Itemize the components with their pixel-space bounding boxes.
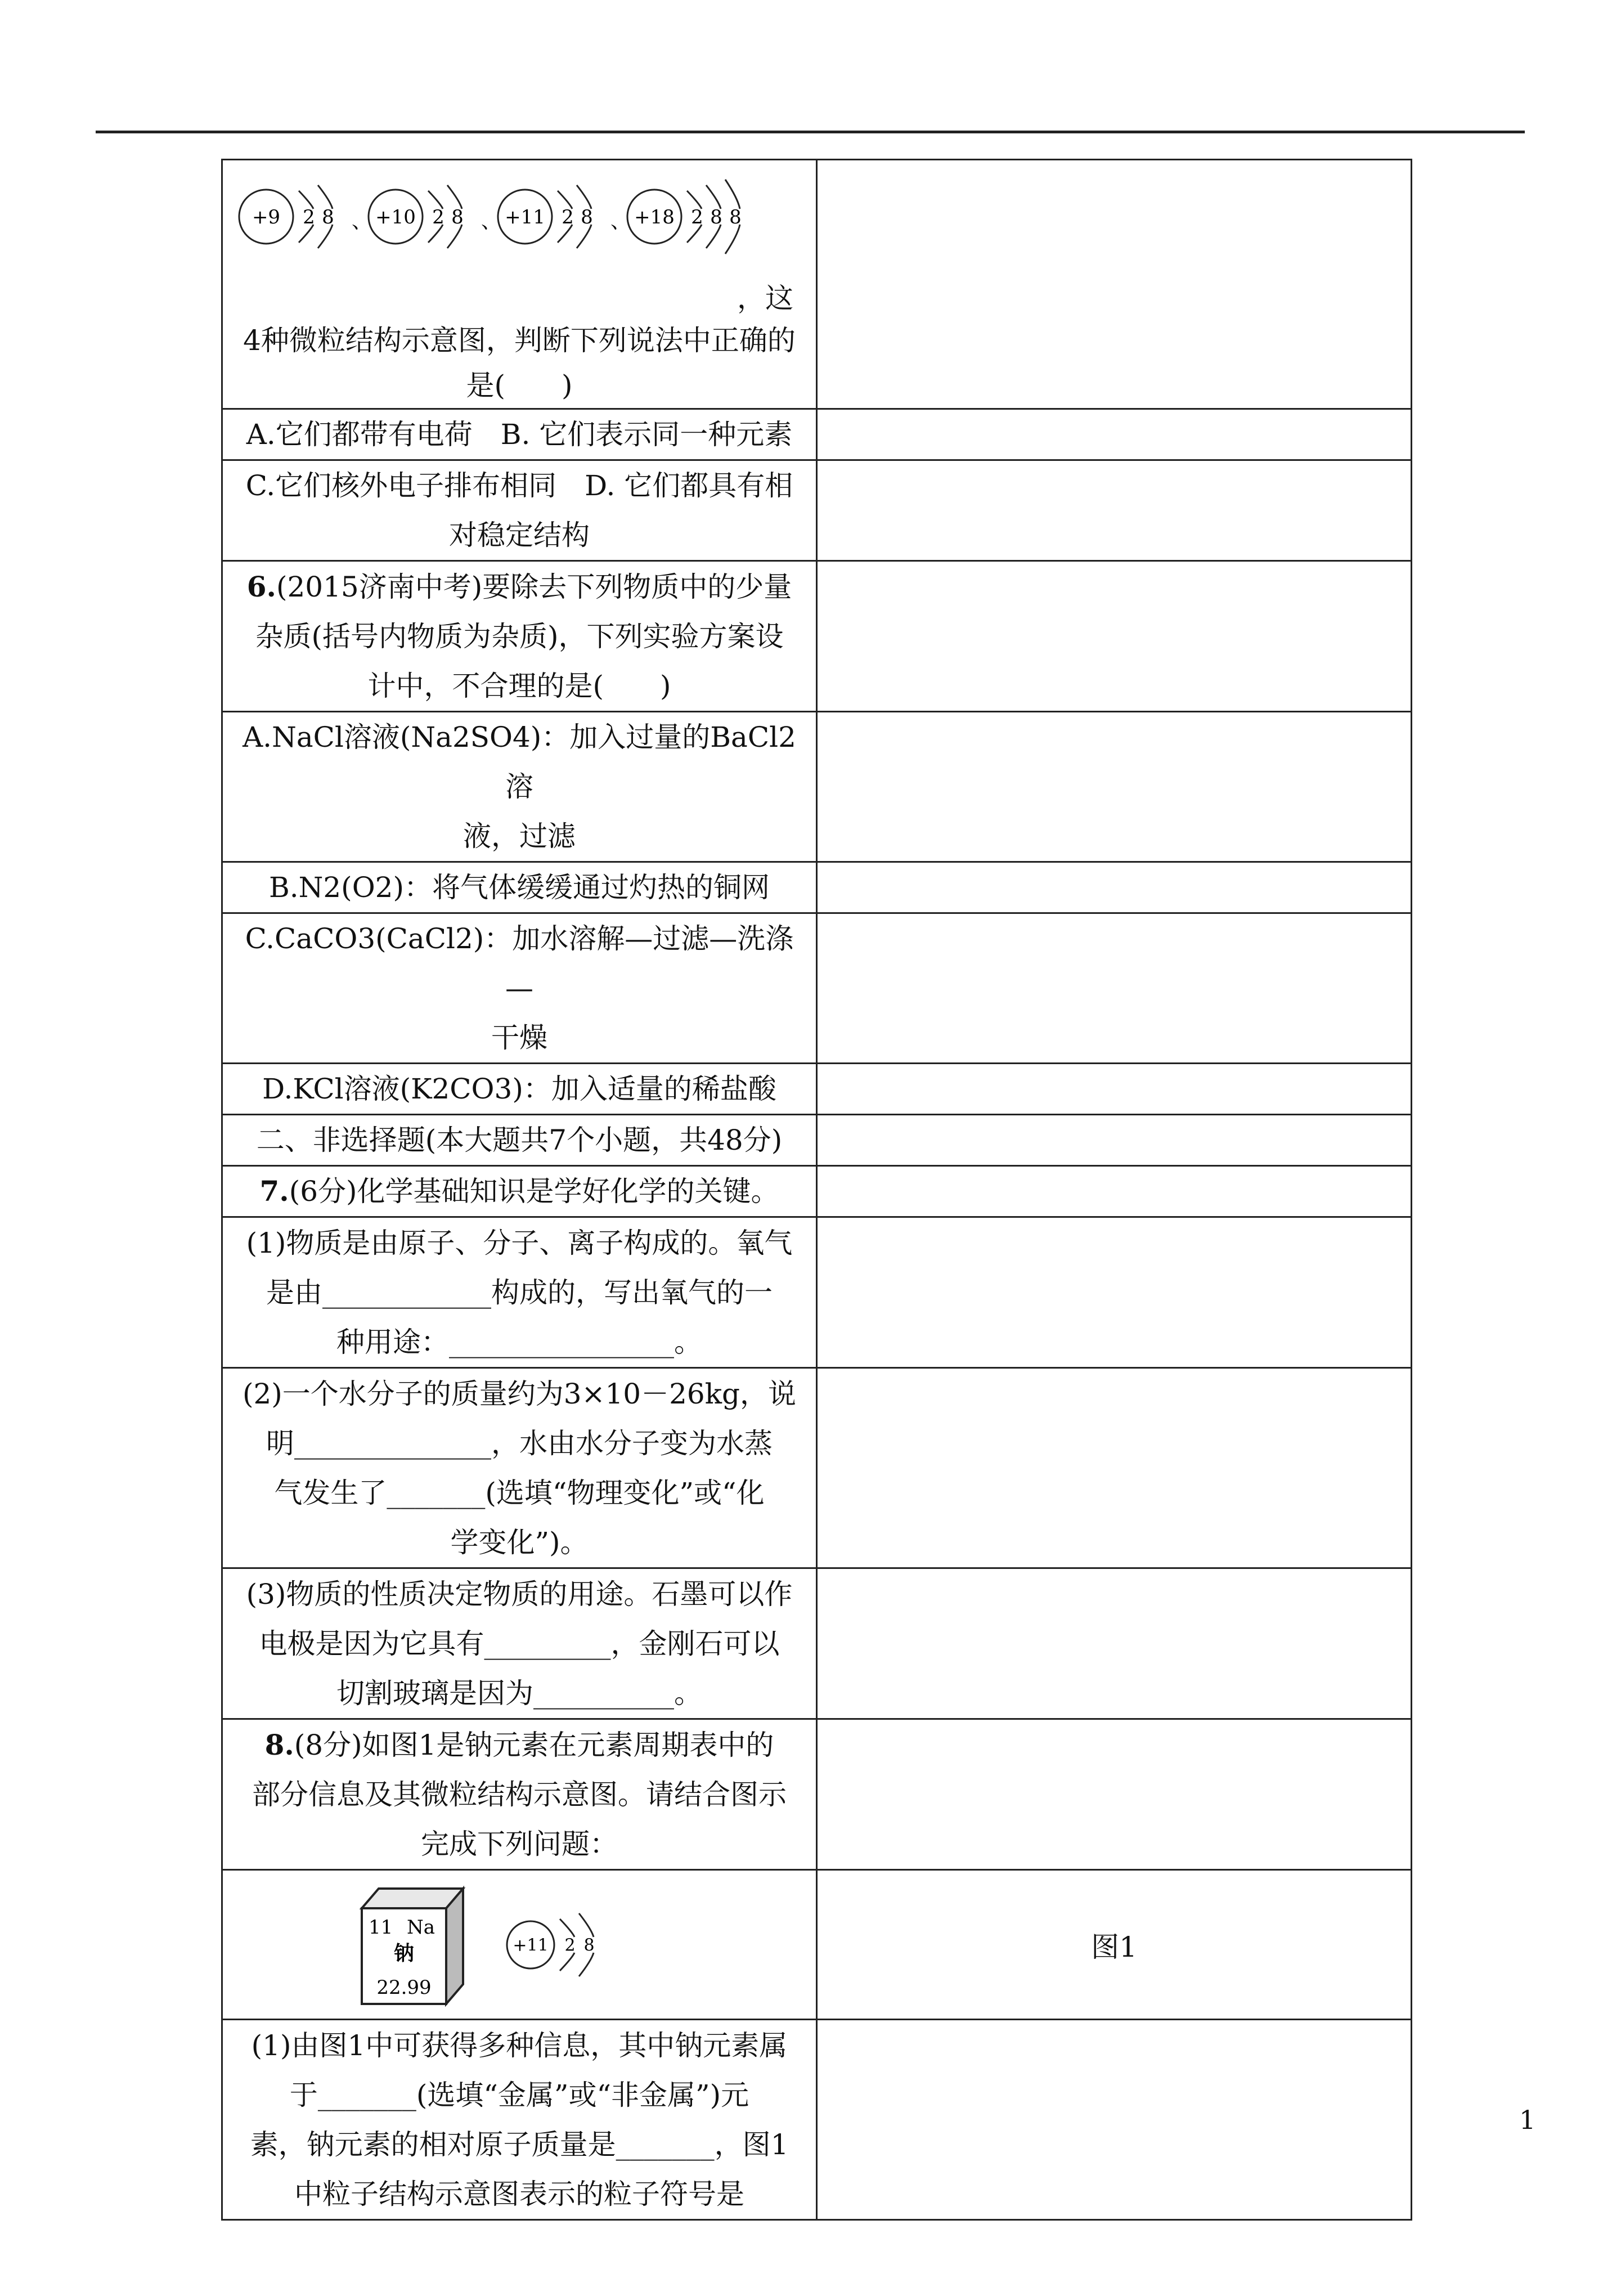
question-text-line bbox=[223, 562, 816, 612]
electron-shell-arc bbox=[579, 1913, 594, 1937]
shell-electron-count: 2 bbox=[691, 205, 703, 228]
question-text-line: 素，钠元素的相对原子质量是_______，图1 bbox=[250, 2128, 789, 2161]
table-row bbox=[222, 1719, 1412, 1870]
answer-cell bbox=[817, 460, 1412, 561]
question-number: 8. bbox=[264, 1728, 294, 1761]
table-row bbox=[222, 160, 1412, 409]
page-number: 1 bbox=[1519, 2105, 1536, 2135]
electron-shell-arc bbox=[706, 185, 721, 209]
answer-cell bbox=[817, 862, 1412, 913]
answer-cell bbox=[817, 160, 1412, 409]
question-text: (8分)如图1是钠元素在元素周期表中的 bbox=[294, 1728, 774, 1761]
nucleus-charge: +11 bbox=[513, 1935, 549, 1955]
shell-electron-count: 8 bbox=[451, 205, 464, 228]
option-text: B.N2(O2)：将气体缓缓通过灼热的铜网 bbox=[268, 871, 770, 904]
electron-shell-arc bbox=[725, 225, 740, 254]
nucleus-charge: +18 bbox=[634, 205, 675, 228]
option-text: D.KCl溶液(K2CO3)：加入适量的稀盐酸 bbox=[262, 1073, 776, 1105]
question-text-line: (1)物质是由原子、分子、离子构成的。氧气 bbox=[246, 1226, 793, 1259]
shell-electron-count: 2 bbox=[303, 205, 315, 228]
question-text-line: (2)一个水分子的质量约为3×10－26kg，说 bbox=[242, 1377, 797, 1410]
table-row bbox=[222, 1115, 1412, 1166]
shell-electron-count: 8 bbox=[583, 1935, 595, 1955]
question-text-line: 切割玻璃是因为__________。 bbox=[336, 1676, 702, 1710]
answer-cell bbox=[817, 1064, 1412, 1115]
question-text: (2015济南中考)要除去下列物质中的少量 bbox=[276, 570, 792, 603]
shell-electron-count: 2 bbox=[562, 205, 574, 228]
question-cell bbox=[222, 1217, 817, 1368]
question-text-line: (3)物质的性质决定物质的用途。石墨可以作 bbox=[246, 1577, 793, 1611]
question-number: 7. bbox=[259, 1174, 289, 1208]
table-row bbox=[222, 712, 1412, 862]
element-symbol: Na bbox=[407, 1916, 435, 1939]
atomic-mass: 22.99 bbox=[376, 1976, 432, 1999]
table-row bbox=[222, 1217, 1412, 1368]
option-text: C.CaCO3(CaCl2)：加水溶解—过滤—洗涤— bbox=[245, 922, 794, 1004]
question-text-line: 学变化”)。 bbox=[450, 1526, 589, 1559]
question-cell bbox=[222, 561, 817, 712]
answer-cell bbox=[817, 1719, 1412, 1870]
section-heading-cell bbox=[222, 1115, 817, 1166]
question-text-line: 计中，不合理的是( ) bbox=[367, 669, 671, 702]
answer-cell bbox=[817, 561, 1412, 712]
question-text-line: 是由____________构成的，写出氧气的一 bbox=[266, 1276, 773, 1309]
periodic-table-card bbox=[362, 1889, 463, 2004]
question-text-line: ，这 bbox=[737, 282, 793, 315]
shell-electron-count: 8 bbox=[729, 205, 742, 228]
option-text: 液，过滤 bbox=[463, 820, 576, 853]
answer-cell bbox=[817, 1368, 1412, 1568]
question-table bbox=[221, 159, 1412, 2221]
question-cell bbox=[222, 1719, 817, 1870]
option-text: C.它们核外电子排布相同 D. 它们都具有相 bbox=[245, 469, 793, 502]
option-cell bbox=[222, 862, 817, 913]
nucleus-charge: +9 bbox=[252, 205, 281, 228]
question-number: 6. bbox=[246, 569, 276, 603]
table-row bbox=[222, 1064, 1412, 1115]
shell-electron-count: 2 bbox=[564, 1935, 576, 1955]
nucleus-charge: +10 bbox=[375, 205, 416, 228]
table-row bbox=[222, 1870, 1412, 2020]
answer-cell bbox=[817, 1568, 1412, 1719]
table-row bbox=[222, 913, 1412, 1064]
atom-diagram-f bbox=[239, 185, 372, 248]
answer-cell bbox=[817, 1115, 1412, 1166]
question-text-line bbox=[223, 1720, 816, 1770]
question-text-line: 是( ) bbox=[466, 369, 573, 402]
shell-electron-count: 8 bbox=[581, 205, 593, 228]
question-cell bbox=[222, 1368, 817, 1568]
atom-separator: 、 bbox=[352, 210, 372, 233]
question-text-line: 气发生了_______(选填“物理变化”或“化 bbox=[274, 1476, 765, 1509]
atom-diagram-ne bbox=[369, 185, 501, 248]
figure-label-cell bbox=[817, 1870, 1412, 2020]
question-text-line: 4种微粒结构示意图，判断下列说法中正确的 bbox=[243, 324, 796, 357]
question-text-line: 部分信息及其微粒结构示意图。请结合图示 bbox=[252, 1778, 787, 1811]
question-text-line: 中粒子结构示意图表示的粒子符号是 bbox=[294, 2177, 744, 2210]
question-cell bbox=[222, 1166, 817, 1217]
question-cell bbox=[222, 2020, 817, 2220]
electron-shell-arc bbox=[560, 1919, 574, 1937]
question-text-line: 完成下列问题： bbox=[421, 1827, 618, 1860]
option-text: 对稳定结构 bbox=[449, 519, 590, 551]
answer-cell bbox=[817, 712, 1412, 862]
atom-separator: 、 bbox=[610, 210, 631, 233]
atom-separator: 、 bbox=[481, 210, 502, 233]
nucleus-charge: +11 bbox=[505, 205, 545, 228]
table-row bbox=[222, 1166, 1412, 1217]
atom-diagram-na-ion bbox=[498, 185, 631, 248]
table-row bbox=[222, 2020, 1412, 2220]
table-row bbox=[222, 862, 1412, 913]
option-cell bbox=[222, 409, 817, 460]
electron-shell-arc bbox=[447, 185, 462, 209]
question-text-line: 于_______(选填“金属”或“非金属”)元 bbox=[289, 2078, 749, 2111]
figure-cell bbox=[222, 1870, 817, 2020]
electron-shell-arc bbox=[318, 185, 333, 209]
electron-shell-arc bbox=[579, 1953, 594, 1976]
electron-shell-arc bbox=[560, 1953, 574, 1971]
option-cell bbox=[222, 913, 817, 1064]
header-rule bbox=[96, 131, 1525, 133]
question-text-line bbox=[223, 1167, 816, 1216]
question-text-line: 明______________，水由水分子变为水蒸 bbox=[266, 1427, 773, 1460]
atom-diagram-ar bbox=[627, 180, 742, 254]
answer-cell bbox=[817, 1217, 1412, 1368]
option-text: A.NaCl溶液(Na2SO4)：加入过量的BaCl2溶 bbox=[243, 721, 796, 803]
shell-electron-count: 8 bbox=[322, 205, 334, 228]
sodium-figure bbox=[351, 1875, 688, 2015]
option-cell bbox=[222, 712, 817, 862]
shell-electron-count: 2 bbox=[432, 205, 444, 228]
answer-cell bbox=[817, 2020, 1412, 2220]
figure-label: 图1 bbox=[1091, 1930, 1137, 1963]
answer-cell bbox=[817, 1166, 1412, 1217]
element-name: 钠 bbox=[393, 1941, 415, 1965]
atomic-number: 11 bbox=[369, 1916, 393, 1939]
electron-shell-arc bbox=[725, 180, 740, 209]
question-cell bbox=[222, 160, 817, 409]
sodium-ion-diagram bbox=[507, 1913, 595, 1976]
question-text-line: 杂质(括号内物质为杂质)，下列实验方案设 bbox=[255, 620, 784, 653]
section-heading: 二、非选择题(本大题共7个小题，共48分) bbox=[256, 1124, 783, 1156]
question-text-line: 电极是因为它具有_________，金刚石可以 bbox=[259, 1627, 780, 1660]
table-row bbox=[222, 1368, 1412, 1568]
option-cell bbox=[222, 1064, 817, 1115]
atom-structure-diagrams bbox=[232, 166, 806, 279]
table-row bbox=[222, 460, 1412, 561]
question-text-line: (1)由图1中可获得多种信息，其中钠元素属 bbox=[251, 2029, 788, 2062]
option-text: A.它们都带有电荷 B. 它们表示同一种元素 bbox=[246, 418, 793, 451]
table-row bbox=[222, 409, 1412, 460]
option-text: 干燥 bbox=[491, 1021, 547, 1054]
question-cell bbox=[222, 1568, 817, 1719]
electron-shell-arc bbox=[577, 185, 591, 209]
answer-cell bbox=[817, 913, 1412, 1064]
table-row bbox=[222, 1568, 1412, 1719]
card-side-face bbox=[446, 1889, 463, 2004]
question-text-line: 种用途：________________。 bbox=[336, 1325, 702, 1358]
option-cell bbox=[222, 460, 817, 561]
question-text: (6分)化学基础知识是学好化学的关键。 bbox=[289, 1175, 779, 1208]
table-row bbox=[222, 561, 1412, 712]
shell-electron-count: 8 bbox=[710, 205, 722, 228]
answer-cell bbox=[817, 409, 1412, 460]
